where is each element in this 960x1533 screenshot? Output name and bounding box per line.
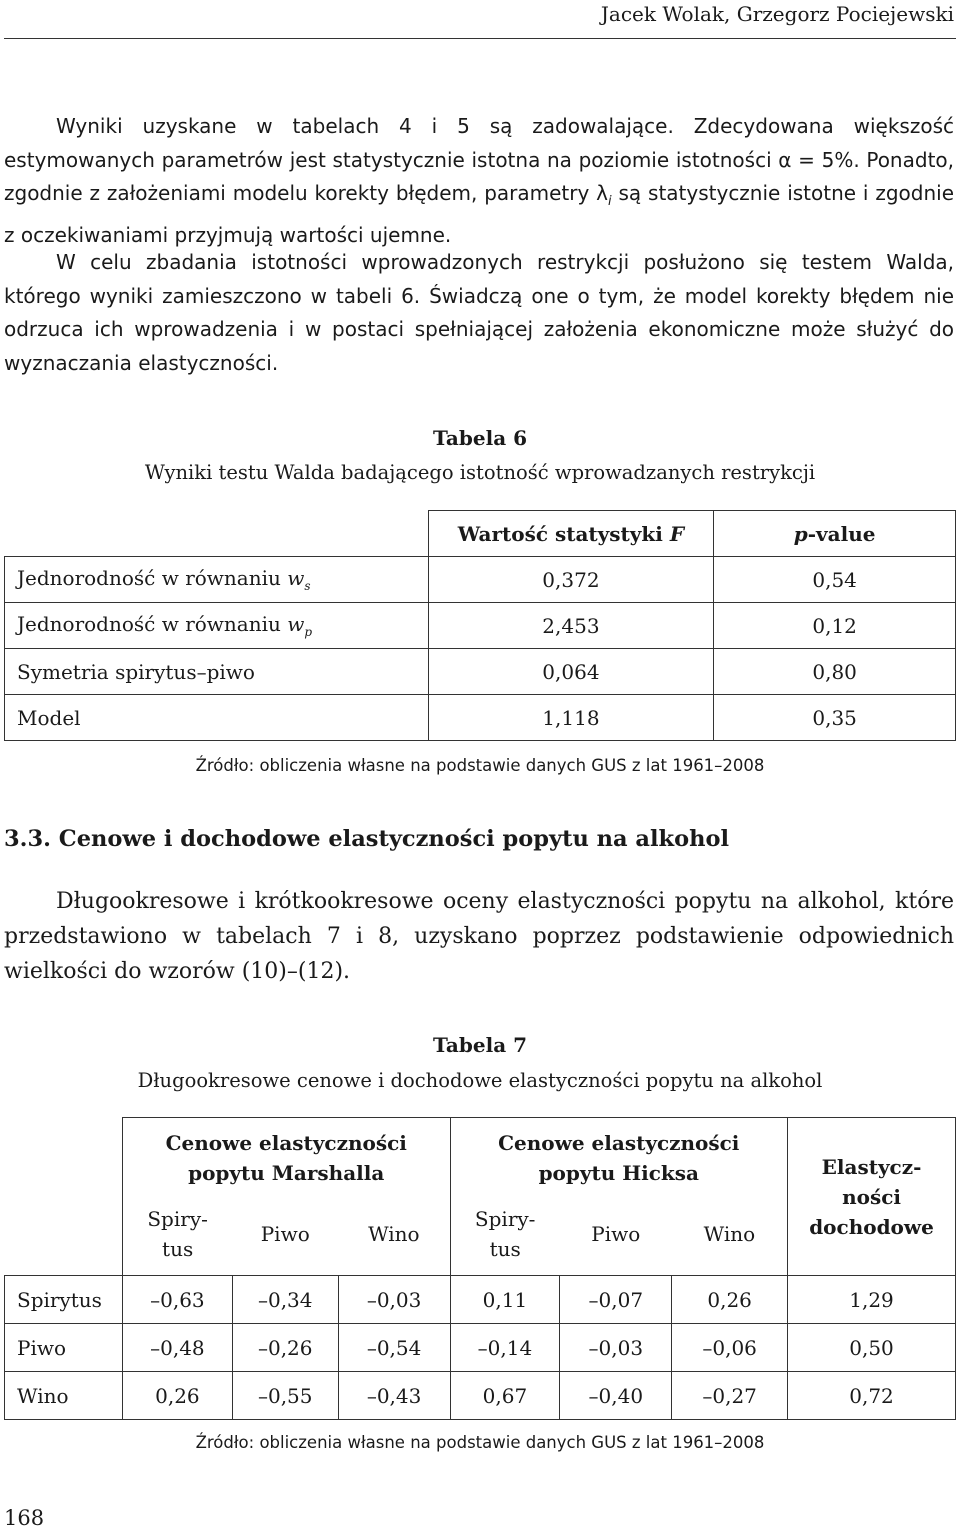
table6-col-f: Wartość statystyki F: [428, 511, 714, 557]
table-row: [5, 603, 956, 649]
cell-value: 0,67: [450, 1372, 560, 1420]
f-value: 0,064: [428, 649, 714, 695]
cell-value: –0,48: [122, 1324, 232, 1372]
cell-value: –0,43: [338, 1372, 450, 1420]
table7-sub-spirytus: Spiry- tus: [122, 1194, 232, 1276]
table6-caption: Wyniki testu Walda badającego istotność wprowadzanych restrykcji: [144, 461, 816, 484]
f-value: 2,453: [428, 603, 714, 649]
p-value: 0,80: [714, 649, 956, 695]
cell-value: 1,29: [788, 1276, 956, 1324]
table6-corner: [5, 511, 429, 557]
cell-value: –0,27: [672, 1372, 788, 1420]
p-value: 0,54: [714, 557, 956, 603]
cell-value: 0,26: [122, 1372, 232, 1420]
table7-sub-spirytus: Spiry- tus: [450, 1194, 560, 1276]
cell-value: –0,03: [338, 1276, 450, 1324]
cell-value: –0,54: [338, 1324, 450, 1372]
running-header: [0, 0, 954, 28]
table-row: [5, 695, 956, 741]
table6-source: Źródło: obliczenia własne na podstawie danych GUS z lat 1961–2008: [195, 756, 765, 775]
paragraph-results: Wyniki uzyskane w tabelach 4 i 5 są zadowalające. Zdecydowana większość estymowanych parametrów jest statystycznie istotna na poziomie istotności α = 5%. Ponadto, zgodnie z założeniami modelu korekty błędem, parametry $\lambda_i$ są statystycznie istotne i zgodnie z oczekiwaniami przyjmują wartości ujemne.: [4, 114, 954, 247]
cell-value: 0,72: [788, 1372, 956, 1420]
table7-sub-wino: Wino: [672, 1194, 788, 1276]
table6-col-p: p-value: [714, 511, 956, 557]
paragraph-wald-test: W celu zbadania istotności wprowadzonych restrykcji posłużono się testem Walda, którego wyniki zamieszczono w tabeli 6. Świadczą one o tym, że model korekty błędem nie odrzuca ich wprowadzenia i w postaci spełniającej założenia ekonomiczne może służyć do wyznaczania elastyczności.: [4, 250, 954, 375]
cell-value: –0,03: [560, 1324, 672, 1372]
table7-group-marshall: Cenowe elastyczności popytu Marshalla: [122, 1118, 450, 1194]
page-number: 168: [4, 1506, 45, 1530]
header-rule: [4, 38, 956, 39]
table-row: [5, 649, 956, 695]
cell-value: –0,26: [232, 1324, 338, 1372]
f-value: 0,372: [428, 557, 714, 603]
table6: [4, 510, 956, 741]
table-row: [5, 1372, 956, 1420]
table6-header-row: [5, 511, 956, 557]
cell-value: 0,11: [450, 1276, 560, 1324]
table-row: [5, 1324, 956, 1372]
p-value: 0,12: [714, 603, 956, 649]
f-value: 1,118: [428, 695, 714, 741]
table-row: [5, 557, 956, 603]
table7-number: Tabela 7: [432, 1033, 528, 1057]
table7-sub-piwo: Piwo: [560, 1194, 672, 1276]
table7-source: Źródło: obliczenia własne na podstawie danych GUS z lat 1961–2008: [195, 1433, 765, 1452]
table7-corner: [5, 1118, 123, 1276]
row-label: Jednorodność w równaniu $w_s$: [5, 557, 429, 603]
table7-group-income: Elastycz- ności dochodowe: [788, 1118, 956, 1276]
cell-value: –0,07: [560, 1276, 672, 1324]
header-authors: Jacek Wolak, Grzegorz Pociejewski: [600, 2, 954, 26]
table7: [4, 1117, 956, 1420]
cell-value: –0,40: [560, 1372, 672, 1420]
cell-value: –0,14: [450, 1324, 560, 1372]
row-label: Symetria spirytus–piwo: [5, 649, 429, 695]
cell-value: –0,06: [672, 1324, 788, 1372]
section-heading: 3.3. Cenowe i dochodowe elastyczności popytu na alkohol: [4, 826, 730, 852]
table7-group-header-row: [5, 1118, 956, 1194]
cell-value: 0,26: [672, 1276, 788, 1324]
table-row: [5, 1276, 956, 1324]
table6-number: Tabela 6: [432, 426, 528, 450]
row-label: Piwo: [5, 1324, 123, 1372]
row-label: Wino: [5, 1372, 123, 1420]
table7-group-hicks: Cenowe elastyczności popytu Hicksa: [450, 1118, 788, 1194]
row-label: Spirytus: [5, 1276, 123, 1324]
row-label: Model: [5, 695, 429, 741]
row-label: Jednorodność w równaniu $w_p$: [5, 603, 429, 649]
table7-sub-wino: Wino: [338, 1194, 450, 1276]
cell-value: –0,63: [122, 1276, 232, 1324]
cell-value: –0,34: [232, 1276, 338, 1324]
table7-caption: Długookresowe cenowe i dochodowe elastyczności popytu na alkohol: [137, 1069, 823, 1092]
cell-value: 0,50: [788, 1324, 956, 1372]
cell-value: –0,55: [232, 1372, 338, 1420]
table7-sub-piwo: Piwo: [232, 1194, 338, 1276]
p-value: 0,35: [714, 695, 956, 741]
paragraph-elasticities: Długookresowe i krótkookresowe oceny elastyczności popytu na alkohol, które przedstawiono w tabelach 7 i 8, uzyskano poprzez podstawienie odpowiednich wielkości do wzorów (10)–(12).: [4, 889, 954, 984]
